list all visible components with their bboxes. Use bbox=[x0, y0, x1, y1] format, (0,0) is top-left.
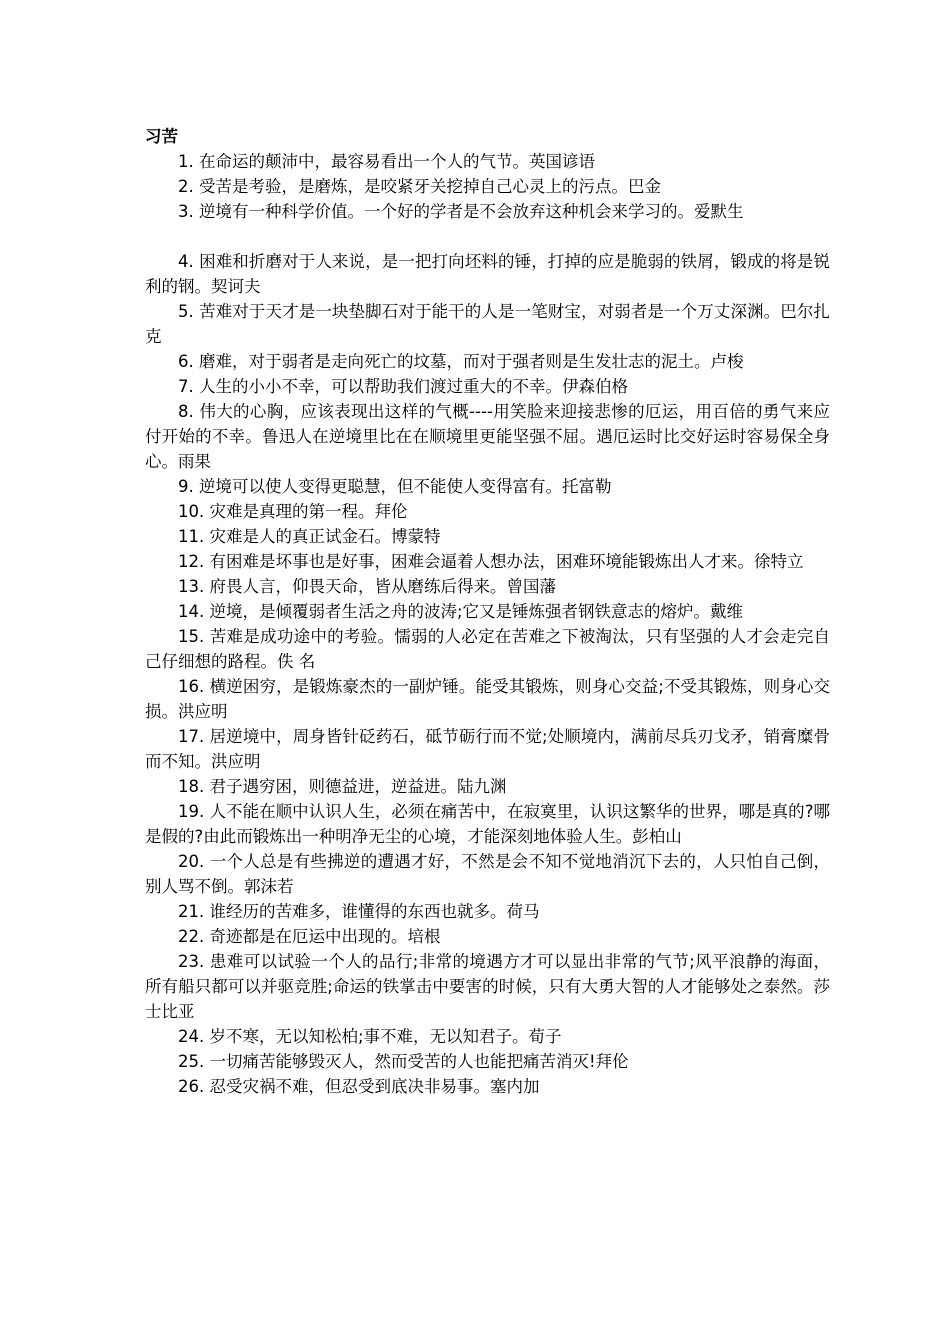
quote-item-8: 8. 伟大的心胸，应该表现出这样的气概----用笑脸来迎接悲惨的厄运，用百倍的勇气来应付开始的不幸。鲁迅人在逆境里比在在顺境里更能坚强不屈。遇厄运时比交好运时容易保全身心。雨果 bbox=[145, 402, 830, 471]
quote-item-1: 1. 在命运的颠沛中，最容易看出一个人的气节。英国谚语 bbox=[178, 152, 595, 171]
quote-item-23: 23. 患难可以试验一个人的品行;非常的境遇方才可以显出非常的气节;风平浪静的海面，所有船只都可以并驱竞胜;命运的铁掌击中要害的时候，只有大勇大智的人才能够处之泰然。莎士比亚 bbox=[145, 952, 830, 1021]
quote-item-5: 5. 苦难对于天才是一块垫脚石对于能干的人是一笔财宝，对弱者是一个万丈深渊。巴尔扎克 bbox=[145, 302, 830, 346]
quote-item-21: 21. 谁经历的苦难多，谁懂得的东西也就多。荷马 bbox=[178, 902, 540, 921]
quote-item-9: 9. 逆境可以使人变得更聪慧，但不能使人变得富有。托富勒 bbox=[178, 477, 612, 496]
quote-item-14: 14. 逆境，是倾覆弱者生活之舟的波涛;它又是锤炼强者钢铁意志的熔炉。戴维 bbox=[178, 602, 744, 621]
quote-item-13: 13. 府畏人言，仰畏天命，皆从磨练后得来。曾国藩 bbox=[178, 577, 556, 596]
quote-item-25: 25. 一切痛苦能够毁灭人，然而受苦的人也能把痛苦消灭!拜伦 bbox=[178, 1052, 629, 1071]
quote-item-24: 24. 岁不寒，无以知松柏;事不难，无以知君子。荀子 bbox=[178, 1027, 562, 1046]
quote-item-18: 18. 君子遇穷困，则德益进，逆益进。陆九渊 bbox=[178, 777, 507, 796]
quote-item-4: 4. 困难和折磨对于人来说，是一把打向坯料的锤，打掉的应是脆弱的铁屑，锻成的将是锐利的钢。契诃夫 bbox=[145, 252, 830, 296]
quote-item-2: 2. 受苦是考验，是磨炼，是咬紧牙关挖掉自己心灵上的污点。巴金 bbox=[178, 177, 661, 196]
quote-item-17: 17. 居逆境中，周身皆针砭药石，砥节砺行而不觉;处顺境内，满前尽兵刃戈矛，销膏糜骨而不知。洪应明 bbox=[145, 727, 830, 771]
document-title: 习苦 bbox=[145, 127, 178, 146]
quote-item-12: 12. 有困难是坏事也是好事，困难会逼着人想办法，困难环境能锻炼出人才来。徐特立 bbox=[178, 552, 804, 571]
quote-item-20: 20. 一个人总是有些拂逆的遭遇才好，不然是会不知不觉地消沉下去的，人只怕自己倒，别人骂不倒。郭沫若 bbox=[145, 852, 830, 896]
quote-item-6: 6. 磨难，对于弱者是走向死亡的坟墓，而对于强者则是生发壮志的泥土。卢梭 bbox=[178, 352, 744, 371]
quote-item-10: 10. 灾难是真理的第一程。拜伦 bbox=[178, 502, 408, 521]
quote-item-11: 11. 灾难是人的真正试金石。博蒙特 bbox=[178, 527, 441, 546]
quote-item-15: 15. 苦难是成功途中的考验。懦弱的人必定在苦难之下被淘汰，只有坚强的人才会走完自己仔细想的路程。佚 名 bbox=[145, 627, 830, 671]
quote-item-26: 26. 忍受灾祸不难，但忍受到底决非易事。塞内加 bbox=[178, 1077, 540, 1096]
quote-item-3: 3. 逆境有一种科学价值。一个好的学者是不会放弃这种机会来学习的。爱默生 bbox=[178, 202, 744, 221]
quote-item-7: 7. 人生的小小不幸，可以帮助我们渡过重大的不幸。伊森伯格 bbox=[178, 377, 628, 396]
document-page bbox=[145, 124, 830, 1099]
quote-item-16: 16. 横逆困穷，是锻炼豪杰的一副炉锤。能受其锻炼，则身心交益;不受其锻炼，则身心交损。洪应明 bbox=[145, 677, 830, 721]
quote-item-22: 22. 奇迹都是在厄运中出现的。培根 bbox=[178, 927, 441, 946]
quote-item-19: 19. 人不能在顺中认识人生，必须在痛苦中，在寂寞里，认识这繁华的世界，哪是真的?哪是假的?由此而锻炼出一种明净无尘的心境，才能深刻地体验人生。彭柏山 bbox=[145, 802, 830, 846]
